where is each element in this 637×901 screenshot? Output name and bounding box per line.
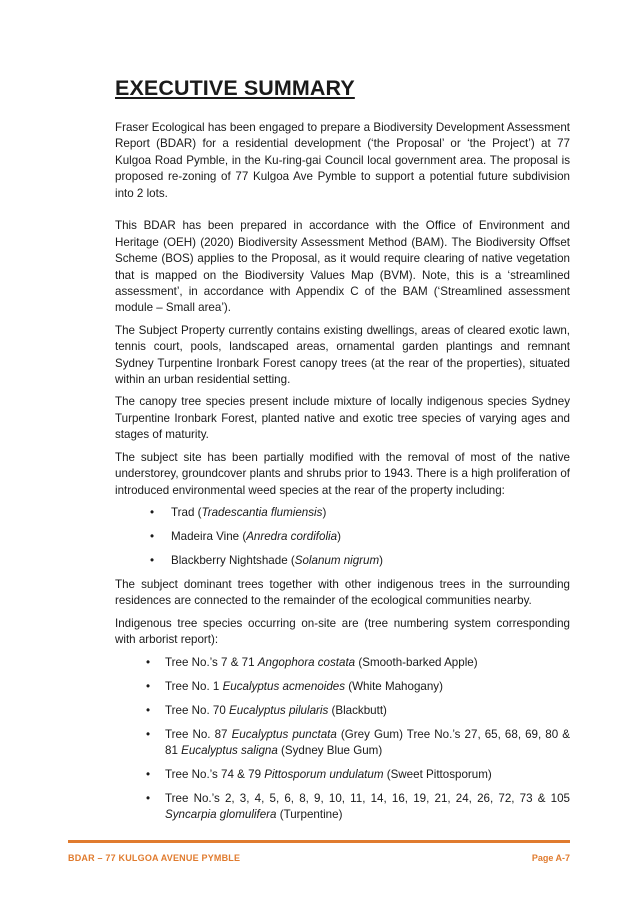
paragraph-dominant-trees: The subject dominant trees together with other indigenous trees in the surrounding residences are connected to the remainder of the ecological communities nearby. [115,577,570,608]
list-item: • Blackberry Nightshade (Solanum nigrum) [115,553,570,569]
paragraph-canopy-species: The canopy tree species present include mixture of locally indigenous species Sydney Turpentine Ironbark Forest, planted native and exotic tree species of varying ages and stages of maturity. [115,395,570,442]
footer-document-title: BDAR – 77 KULGOA AVENUE PYMBLE [68,853,241,863]
list-item: • Trad (Tradescantia flumiensis) [115,505,570,521]
list-item: • Tree No.’s 7 & 71 Angophora costata (Smooth-barked Apple) [115,655,570,671]
page-title: EXECUTIVE SUMMARY [115,76,355,100]
weed-species-list [115,505,570,569]
list-item: • Tree No.’s 74 & 79 Pittosporum undulatum (Sweet Pittosporum) [115,767,570,783]
paragraph-subject-property: The Subject Property currently contains existing dwellings, areas of cleared exotic lawn, tennis court, pools, landscaped areas, ornamental garden plantings and remnant Sydney Turpentine Ironbark Forest canopy trees (at the rear of the properties), situated within an urban residential setting. [115,323,570,387]
list-item: • Tree No. 1 Eucalyptus acmenoides (White Mahogany) [115,679,570,695]
list-item: • Madeira Vine (Anredra cordifolia) [115,529,570,545]
paragraph-site-modified: The subject site has been partially modified with the removal of most of the native understorey, groundcover plants and shrubs prior to 1943. There is a high proliferation of introduced environmental weed species at the rear of the property including: [115,450,570,497]
list-item: • Tree No. 87 Eucalyptus punctata (Grey Gum) Tree No.’s 27, 65, 68, 69, 80 & 81 Eucalyptus saligna (Sydney Blue Gum) [115,727,570,760]
footer-divider [68,840,570,843]
document-body [115,120,570,831]
paragraph-intro: Fraser Ecological has been engaged to prepare a Biodiversity Development Assessment Report (BDAR) for a residential development (‘the Proposal’ or ‘the Project’) at 77 Kulgoa Road Pymble, in the Ku-ring-gai Council local government area. The proposal is proposed re-zoning of 77 Kulgoa Ave Pymble to support a potential future subdivision into 2 lots. [115,121,570,200]
tree-species-list [115,655,570,824]
footer-page-number: Page A-7 [531,853,570,863]
paragraph-bdar-method: This BDAR has been prepared in accordance with the Office of Environment and Heritage (OEH) (2020) Biodiversity Assessment Method (BAM). The Biodiversity Offset Scheme (BOS) applies to the Proposal, as it would require clearing of native vegetation that is mapped on the Biodiversity Values Map (BVM). Note, this is a ‘streamlined assessment’, in accordance with Appendix C of the BAM (‘Streamlined assessment module – Small area’). [115,219,570,315]
list-item: • Tree No. 70 Eucalyptus pilularis (Blackbutt) [115,703,570,719]
list-item: • Tree No.’s 2, 3, 4, 5, 6, 8, 9, 10, 11, 14, 16, 19, 21, 24, 26, 72, 73 & 105 Syncarpia glomulifera (Turpentine) [115,791,570,824]
paragraph-indigenous-trees: Indigenous tree species occurring on-site are (tree numbering system corresponding with arborist report): [115,616,570,647]
